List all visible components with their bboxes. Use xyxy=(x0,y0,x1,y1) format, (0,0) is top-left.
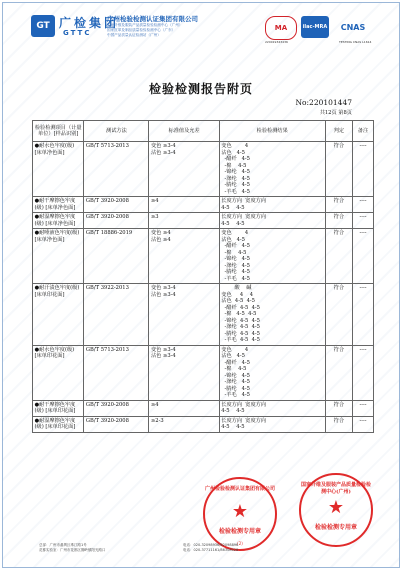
table-row xyxy=(33,213,374,229)
cell-standard-line: 沾色 ≥4 xyxy=(150,236,171,243)
cell-result xyxy=(219,213,325,229)
cell-standard-line: 变色 ≥3-4 xyxy=(150,285,176,291)
seal-name: 检验检测专用章 xyxy=(314,524,357,531)
cell-note: ---- xyxy=(352,142,373,197)
cell-result xyxy=(219,345,325,400)
cell-verdict: 符合 xyxy=(325,142,352,197)
cell-result-line: 长度方向 宽度方向 xyxy=(221,401,267,408)
cell-standard-line: 变色 ≥3-4 xyxy=(150,143,176,149)
cell-result-line: -棉 4-5 4-5 xyxy=(221,311,257,317)
cell-standard xyxy=(149,197,219,213)
cell-result-line: -涤纶 4-5 xyxy=(221,379,250,385)
cell-note: ---- xyxy=(352,400,373,416)
cell-result-line: 沾色 4-5 xyxy=(221,236,245,243)
cell-result-line: -腈纶 4-5 4-5 xyxy=(221,330,260,337)
cell-result-line: 变色 4 4 xyxy=(221,291,254,298)
cell-verdict: 符合 xyxy=(325,400,352,416)
cell-result xyxy=(219,142,325,197)
cell-standard-line: ≥3 xyxy=(150,214,159,220)
cell-result-line: 4-5 4-5 xyxy=(221,220,245,227)
cell-result-line: 变色 4 xyxy=(221,230,249,236)
cell-standard-line: 沾色 ≥3-4 xyxy=(150,291,176,298)
cell-item: ●耐汗渍色牢度(级) [床单印花面] xyxy=(33,284,84,346)
page-info: 共12页 第8页 xyxy=(319,110,352,116)
cell-standard xyxy=(149,213,219,229)
org-name: 广州检验检测认证集团有限公司 xyxy=(107,15,198,23)
table-row xyxy=(33,197,374,213)
cell-verdict: 符合 xyxy=(325,416,352,432)
cell-standard-line: 变色 ≥3-4 xyxy=(150,346,176,353)
col-header-result: 检验检测结果 xyxy=(219,121,325,142)
cell-result-line: -醋纤 4-5 xyxy=(221,359,250,366)
cell-standard xyxy=(149,345,219,400)
cell-standard-line: ≥4 xyxy=(150,198,159,204)
cell-result-line: 4-5 4-5 xyxy=(221,424,245,430)
footer-line: 电话：020-37711161/86308028 xyxy=(183,548,239,552)
cell-result-line: 长度方向 宽度方向 xyxy=(221,417,267,424)
cell-standard xyxy=(149,400,219,416)
cell-result-line: 沾色 4-5 4-5 xyxy=(221,298,255,304)
ma-badge-icon: MA xyxy=(265,16,297,40)
col-header-standard: 标准值及允差 xyxy=(149,121,219,142)
cell-result-line: -羊毛 4-5 4-5 xyxy=(221,337,260,343)
cell-result-line: 4-5 4-5 xyxy=(221,408,245,414)
cell-note: ---- xyxy=(352,229,373,284)
col-header-method: 测试方法 xyxy=(84,121,149,142)
seal-star-icon: ★ xyxy=(327,497,345,518)
report-page xyxy=(2,2,400,568)
results-table xyxy=(32,120,374,433)
report-number: No:220101447 xyxy=(295,98,352,107)
cell-method: GB/T 3920-2008 xyxy=(84,197,149,213)
cell-standard-line: 变色 ≥4 xyxy=(150,230,171,236)
cell-result-line: -醋纤 4-5 xyxy=(221,156,250,162)
table-header-row xyxy=(33,121,374,142)
cell-result-line: -锦纶 4-5 xyxy=(221,169,250,175)
cell-note: ---- xyxy=(352,345,373,400)
col-header-note: 备注 xyxy=(352,121,373,142)
cell-result-line: -腈纶 4-5 xyxy=(221,385,250,392)
cell-result-line: 酸 碱 xyxy=(221,285,252,291)
seal-ring-text: 广州检验检测认证集团有限公司 xyxy=(205,486,276,492)
footer-address xyxy=(39,543,106,553)
cell-result-line: 沾色 4-5 xyxy=(221,353,245,359)
cell-verdict: 符合 xyxy=(325,213,352,229)
footer-line: 花都实验室：广州市花都区狮岭镇阳光路口 xyxy=(39,548,106,552)
cell-verdict: 符合 xyxy=(325,284,352,346)
cell-method: GB/T 5713-2013 xyxy=(84,142,149,197)
cell-result xyxy=(219,284,325,346)
cell-verdict: 符合 xyxy=(325,229,352,284)
cell-verdict: 符合 xyxy=(325,197,352,213)
cell-method: GB/T 3920-2008 xyxy=(84,416,149,432)
ilac-mra-badge-icon: ilac-MRA xyxy=(301,16,329,38)
table-row xyxy=(33,400,374,416)
cell-note: ---- xyxy=(352,416,373,432)
cell-standard xyxy=(149,229,219,284)
cell-standard xyxy=(149,416,219,432)
cell-method: GB/T 5713-2013 xyxy=(84,345,149,400)
cell-result-line: -醋纤 4-5 4-5 xyxy=(221,304,260,311)
cell-result-line: -腈纶 4-5 xyxy=(221,182,250,188)
report-title: 检验检测报告附页 xyxy=(148,82,253,96)
cell-item: ●耐干摩擦色牢度(级) [床单净色面] xyxy=(33,197,84,213)
org-sub-line: 中国产品质量认证检测站（广州） xyxy=(107,33,161,38)
cell-result-line: -腈纶 4-5 xyxy=(221,269,250,275)
footer-line: 总部：广州市番禺区珠江路1号 xyxy=(39,543,87,547)
cell-result-line: -锦纶 4-5 4-5 xyxy=(221,317,260,324)
cell-item: ●耐唾液色牢度(级) [床单净色面] xyxy=(33,229,84,284)
cell-standard-line: ≥4 xyxy=(150,401,159,408)
cell-result-line: -棉 4-5 xyxy=(221,366,247,372)
cell-note: ---- xyxy=(352,213,373,229)
logo-en: GTTC xyxy=(63,29,92,37)
cnas-badge-icon: CNAS xyxy=(340,22,366,32)
cell-result-line: 变色 4 xyxy=(221,346,249,353)
cell-result-line: -醋纤 4-5 xyxy=(221,243,250,249)
seal-star-icon: ★ xyxy=(231,501,249,522)
cell-item: ●耐干摩擦色牢度(级) [床单印花面] xyxy=(33,400,84,416)
cell-result xyxy=(219,416,325,432)
cell-result xyxy=(219,197,325,213)
cell-result-line: -棉 4-5 xyxy=(221,162,247,169)
org-sub-line: 国家皮革及制品质量检验检测中心（广东） xyxy=(107,28,176,33)
ma-cert-number: 220019343436 xyxy=(265,40,288,44)
cell-item: ●耐水色牢度(级) [床单净色面] xyxy=(33,142,84,197)
org-sub xyxy=(107,23,225,39)
cell-item: ●耐湿摩擦色牢度(级) [床单印花面] xyxy=(33,416,84,432)
col-header-item: 检验检测项目（计量单位）[样品识别] xyxy=(33,121,84,142)
cell-result-line: 长度方向 宽度方向 xyxy=(221,214,267,220)
table-row xyxy=(33,416,374,432)
cell-standard xyxy=(149,142,219,197)
cell-method: GB/T 3920-2008 xyxy=(84,213,149,229)
cell-standard-line: ≥2-3 xyxy=(150,417,164,424)
seal-ring-text: 国家纤维及服装产品质量检验检测中心(广州) xyxy=(301,482,372,495)
cell-result xyxy=(219,400,325,416)
cell-result xyxy=(219,229,325,284)
inspection-seal xyxy=(203,477,277,551)
cell-standard xyxy=(149,284,219,346)
cell-standard-line: 沾色 ≥3-4 xyxy=(150,149,176,156)
cell-result-line: 4-5 4-5 xyxy=(221,204,245,211)
footer-line: 电话：020-32098936/82098896 xyxy=(183,543,239,547)
cell-note: ---- xyxy=(352,197,373,213)
cell-verdict: 符合 xyxy=(325,345,352,400)
gttc-logo-icon: GT xyxy=(31,15,55,37)
table-row xyxy=(33,284,374,346)
inspection-seal xyxy=(299,473,373,547)
logo-cn: 广检集团 xyxy=(59,16,120,30)
footer-phone xyxy=(183,543,238,553)
cell-result-line: -羊毛 4-5 xyxy=(221,188,250,195)
cell-result-line: -锦纶 4-5 xyxy=(221,256,250,262)
cell-result-line: -羊毛 4-5 xyxy=(221,392,250,398)
cell-result-line: -涤纶 4-5 xyxy=(221,175,250,182)
cell-item: ●耐水色牢度(级) [床单印花面] xyxy=(33,345,84,400)
letterhead xyxy=(3,3,399,51)
cell-note: ---- xyxy=(352,284,373,346)
cell-standard-line: 沾色 ≥3-4 xyxy=(150,353,176,359)
cell-result-line: 变色 4 xyxy=(221,143,249,149)
seal-name: 检验检测专用章 xyxy=(218,528,261,535)
table-row xyxy=(33,142,374,197)
cell-method: GB/T 18886-2019 xyxy=(84,229,149,284)
cell-result-line: -涤纶 4-5 4-5 xyxy=(221,324,260,330)
cell-method: GB/T 3922-2013 xyxy=(84,284,149,346)
table-row xyxy=(33,229,374,284)
cell-result-line: 沾色 4-5 xyxy=(221,149,245,156)
seal-code: (2) xyxy=(237,541,243,546)
cell-result-line: -涤纶 4-5 xyxy=(221,262,250,269)
cell-result-line: 长度方向 宽度方向 xyxy=(221,198,267,204)
col-header-verdict: 判定 xyxy=(325,121,352,142)
org-sub-line: 国家纤维及服装产品质量检验检测中心（广州） xyxy=(107,23,183,27)
cell-result-line: -棉 4-5 xyxy=(221,249,247,256)
cnas-cert-number: TESTING CNAS L1614 xyxy=(339,40,372,44)
cell-item: ●耐湿摩擦色牢度(级) [床单净色面] xyxy=(33,213,84,229)
cell-result-line: -锦纶 4-5 xyxy=(221,372,250,379)
cell-result-line: -羊毛 4-5 xyxy=(221,275,250,282)
table-row xyxy=(33,345,374,400)
cell-method: GB/T 3920-2008 xyxy=(84,400,149,416)
